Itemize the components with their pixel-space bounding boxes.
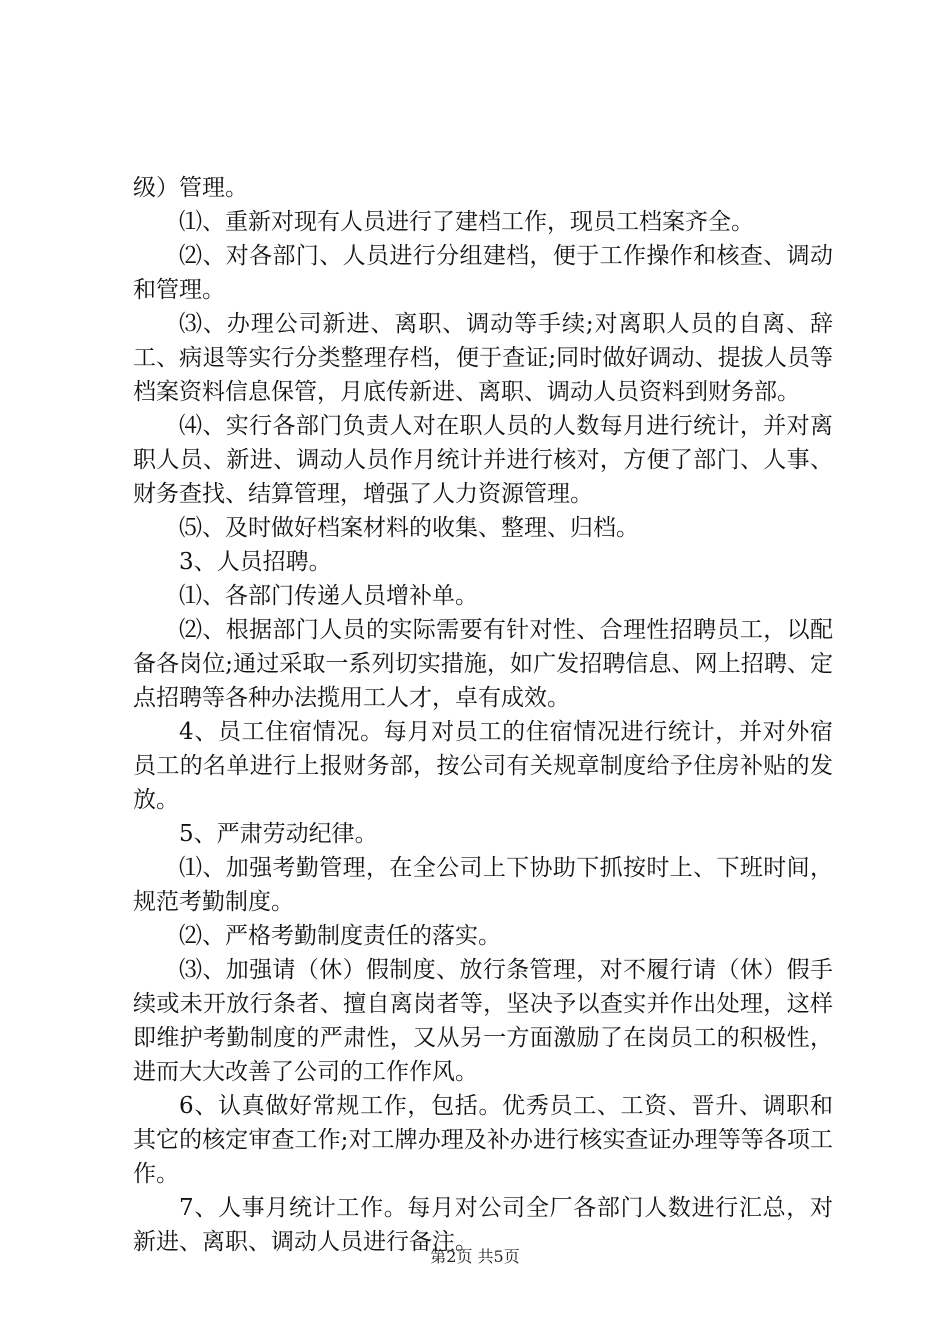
- section-heading-monthly-stats: 7、人事月统计工作。每月对公司全厂各部门人数进行汇总，对新进、离职、调动人员进行备注。: [133, 1195, 833, 1255]
- paragraph-13: ⑵、严格考勤制度责任的落实。: [179, 923, 501, 949]
- section-heading-recruitment: 3、人员招聘。: [179, 549, 332, 575]
- section-heading-discipline: 5、严肃劳动纪律。: [179, 821, 378, 847]
- paragraph-12: ⑴、加强考勤管理，在全公司上下协助下抓按时上、下班时间，规范考勤制度。: [133, 855, 833, 915]
- paragraph-14: ⑶、加强请（休）假制度、放行条管理，对不履行请（休）假手续或未开放行条者、擅自离岗者等，坚决予以查实并作出处理，这样即维护考勤制度的严肃性，又从另一方面激励了在岗员工的积极性，进而大大改善了公司的工作作风。: [133, 957, 833, 1085]
- page-number-footer: 第2页 共5页: [430, 1247, 520, 1266]
- paragraph-6: ⑸、及时做好档案材料的收集、整理、归档。: [179, 515, 639, 541]
- paragraph-9: ⑵、根据部门人员的实际需要有针对性、合理性招聘员工，以配备各岗位;通过采取一系列切实措施，如广发招聘信息、网上招聘、定点招聘等各种办法揽用工人才，卓有成效。: [133, 617, 833, 711]
- section-heading-routine-work: 6、认真做好常规工作，包括。优秀员工、工资、晋升、调职和其它的核定审查工作;对工牌办理及补办进行核实查证办理等等各项工作。: [133, 1093, 833, 1187]
- paragraph-4: ⑶、办理公司新进、离职、调动等手续;对离职人员的自离、辞工、病退等实行分类整理存档，便于查证;同时做好调动、提拔人员等档案资料信息保管，月底传新进、离职、调动人员资料到财务部。: [133, 311, 833, 405]
- paragraph-3: ⑵、对各部门、人员进行分组建档，便于工作操作和核查、调动和管理。: [133, 243, 833, 303]
- document-body: [133, 171, 833, 1259]
- section-heading-housing: 4、员工住宿情况。每月对员工的住宿情况进行统计，并对外宿员工的名单进行上报财务部，按公司有关规章制度给予住房补贴的发放。: [133, 719, 833, 813]
- paragraph-2: ⑴、重新对现有人员进行了建档工作，现员工档案齐全。: [179, 209, 754, 235]
- paragraph-5: ⑷、实行各部门负责人对在职人员的人数每月进行统计，并对离职人员、新进、调动人员作月统计并进行核对，方便了部门、人事、财务查找、结算管理，增强了人力资源管理。: [133, 413, 833, 507]
- paragraph-8: ⑴、各部门传递人员增补单。: [179, 583, 478, 609]
- paragraph-1: 级）管理。: [133, 175, 248, 201]
